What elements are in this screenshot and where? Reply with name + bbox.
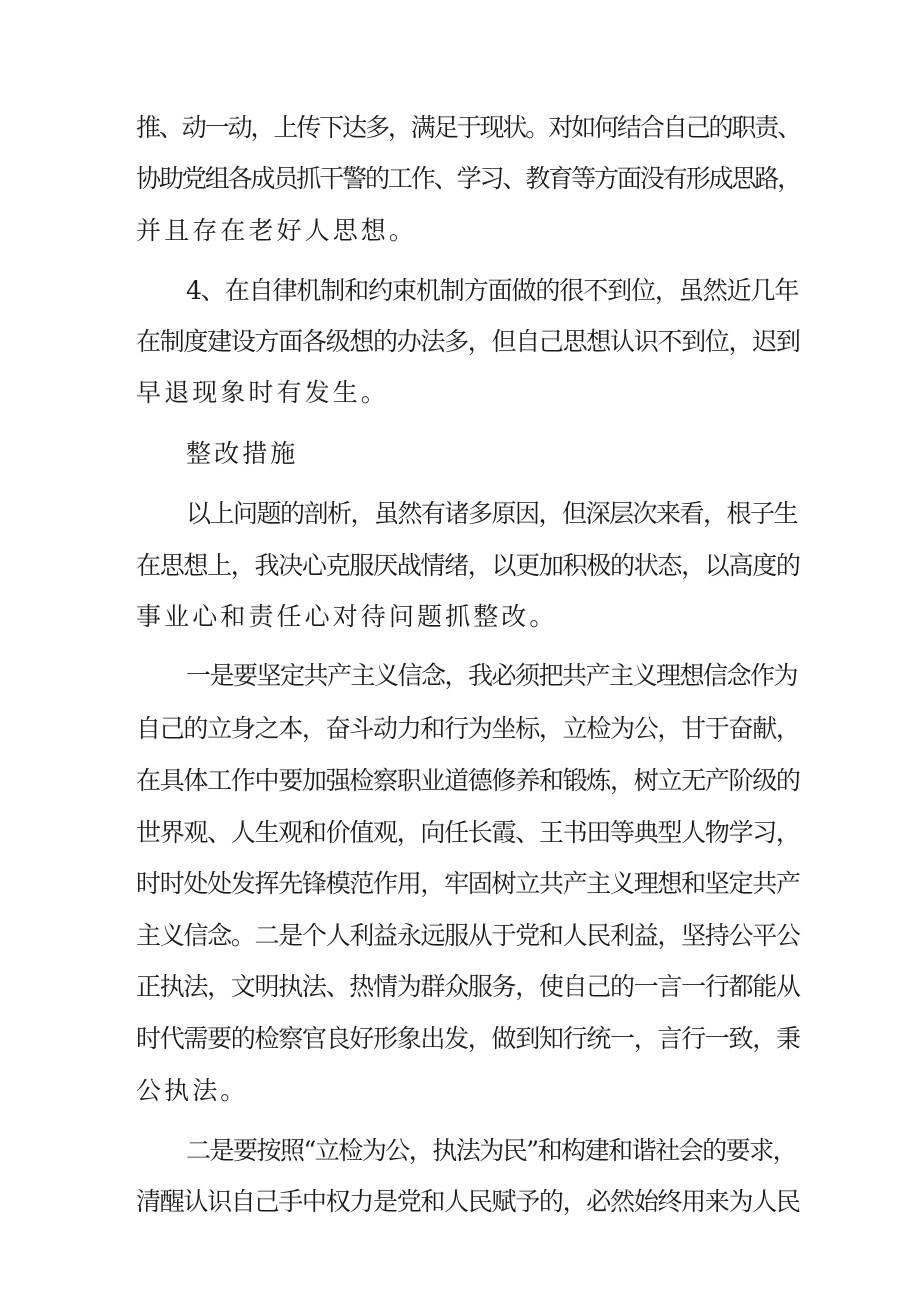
measure-one-line-7: 正执法，文明执法、热情为群众服务，使自己的一言一行都能从 (136, 972, 800, 1001)
text-line-2: 协助党组各成员抓干警的工作、学习、教育等方面没有形成思路， (136, 164, 801, 193)
paragraph-4-line-1: 4、在自律机制和约束机制方面做的很不到位，虽然近几年 (186, 276, 799, 305)
measure-one-line-6: 主义信念。二是个人利益永远服从于党和人民利益，坚持公平公 (136, 921, 800, 950)
measure-one-line-1: 一是要坚定共产主义信念，我必须把共产主义理想信念作为 (186, 661, 798, 690)
analysis-line-1: 以上问题的剖析，虽然有诸多原因，但深层次来看，根子生 (186, 499, 798, 528)
paragraph-4-line-2: 在制度建设方面各级想的办法多，但自己思想认识不到位，迟到 (136, 327, 800, 356)
text-line-1: 推、动一动，上传下达多，满足于现状。对如何结合自己的职责、 (136, 113, 801, 142)
measure-one-line-4: 世界观、人生观和价值观，向任长霞、王书田等典型人物学习， (136, 818, 800, 847)
section-heading: 整改措施 (186, 439, 299, 468)
analysis-line-3: 事业心和责任心对待问题抓整改。 (136, 602, 558, 631)
measure-one-line-3: 在具体工作中要加强检察职业道德修养和锻炼，树立无产阶级的 (136, 766, 800, 795)
measure-two-line-1: 二是要按照“立检为公，执法为民”和构建和谐社会的要求， (186, 1136, 797, 1165)
measure-one-line-8: 时代需要的检察官良好形象出发，做到知行统一，言行一致，秉 (136, 1024, 800, 1053)
paragraph-4-line-3: 早退现象时有发生。 (136, 378, 389, 407)
measure-one-line-9: 公执法。 (136, 1076, 249, 1105)
measure-one-line-5: 时时处处发挥先锋模范作用，牢固树立共产主义理想和坚定共产 (136, 869, 800, 898)
measure-two-line-2: 清醒认识自己手中权力是党和人民赋予的，必然始终用来为人民 (136, 1187, 800, 1216)
text-line-3: 并且存在老好人思想。 (136, 216, 418, 245)
analysis-line-2: 在思想上，我决心克服厌战情绪，以更加积极的状态，以高度的 (136, 551, 800, 580)
measure-one-line-2: 自己的立身之本，奋斗动力和行为坐标，立检为公，甘于奋献， (136, 714, 800, 743)
